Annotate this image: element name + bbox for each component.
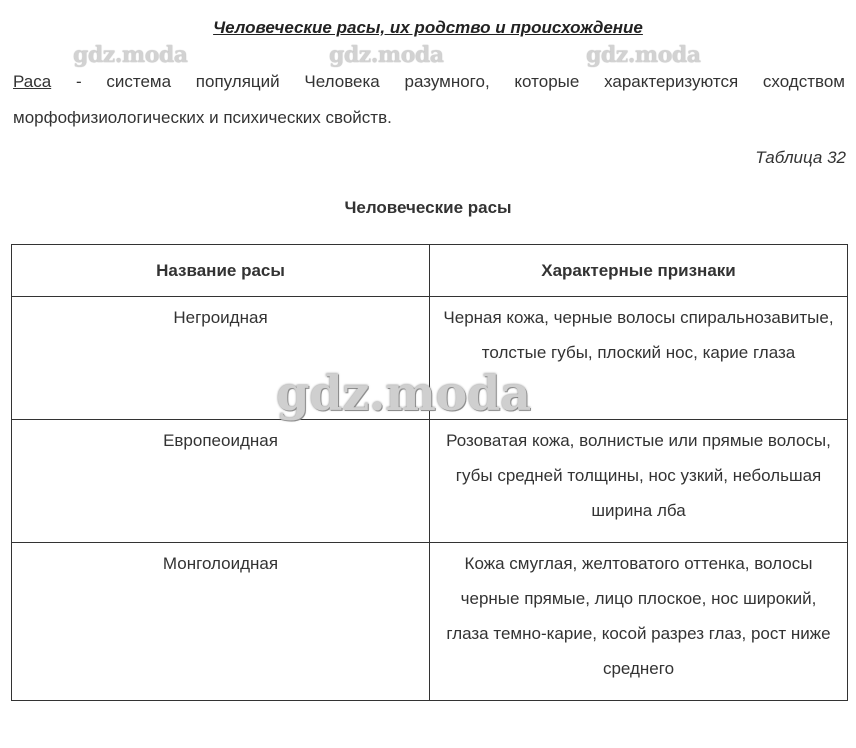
definition-paragraph (13, 64, 845, 136)
race-traits-cell: Розоватая кожа, волнистые или прямые волосы, губы средней толщины, нос узкий, небольшая ширина лба (430, 420, 848, 543)
watermark: gdz.moda (329, 42, 444, 68)
table-number: Таблица 32 (755, 148, 846, 167)
table-row (12, 420, 848, 543)
watermark: gdz.moda (586, 42, 701, 68)
race-name-cell: Негроидная (12, 297, 430, 420)
race-name-cell: Европеоидная (12, 420, 430, 543)
watermark: gdz.moda (73, 42, 188, 68)
race-name-cell: Монголоидная (12, 543, 430, 701)
column-header-traits: Характерные признаки (430, 245, 848, 297)
column-header-race-name: Название расы (12, 245, 430, 297)
race-traits-cell: Кожа смуглая, желтоватого оттенка, волосы черные прямые, лицо плоское, нос широкий, глаза темно-карие, косой разрез глаз, рост ниже среднего (430, 543, 848, 701)
definition-term: Раса (13, 72, 52, 91)
watermark: gdz.moda (276, 366, 531, 422)
page-title: Человеческие расы, их родство и происхождение (213, 18, 643, 37)
table-header-row (12, 245, 848, 297)
table-caption: Человеческие расы (344, 198, 512, 217)
table-row (12, 543, 848, 701)
races-table (11, 244, 848, 701)
table-row (12, 297, 848, 420)
race-traits-cell: Черная кожа, черные волосы спиральнозавитые, толстые губы, плоский нос, карие глаза (430, 297, 848, 420)
definition-text: - система популяций Человека разумного, которые характеризуются сходством морфофизиологических и психических свойств. (13, 72, 845, 127)
